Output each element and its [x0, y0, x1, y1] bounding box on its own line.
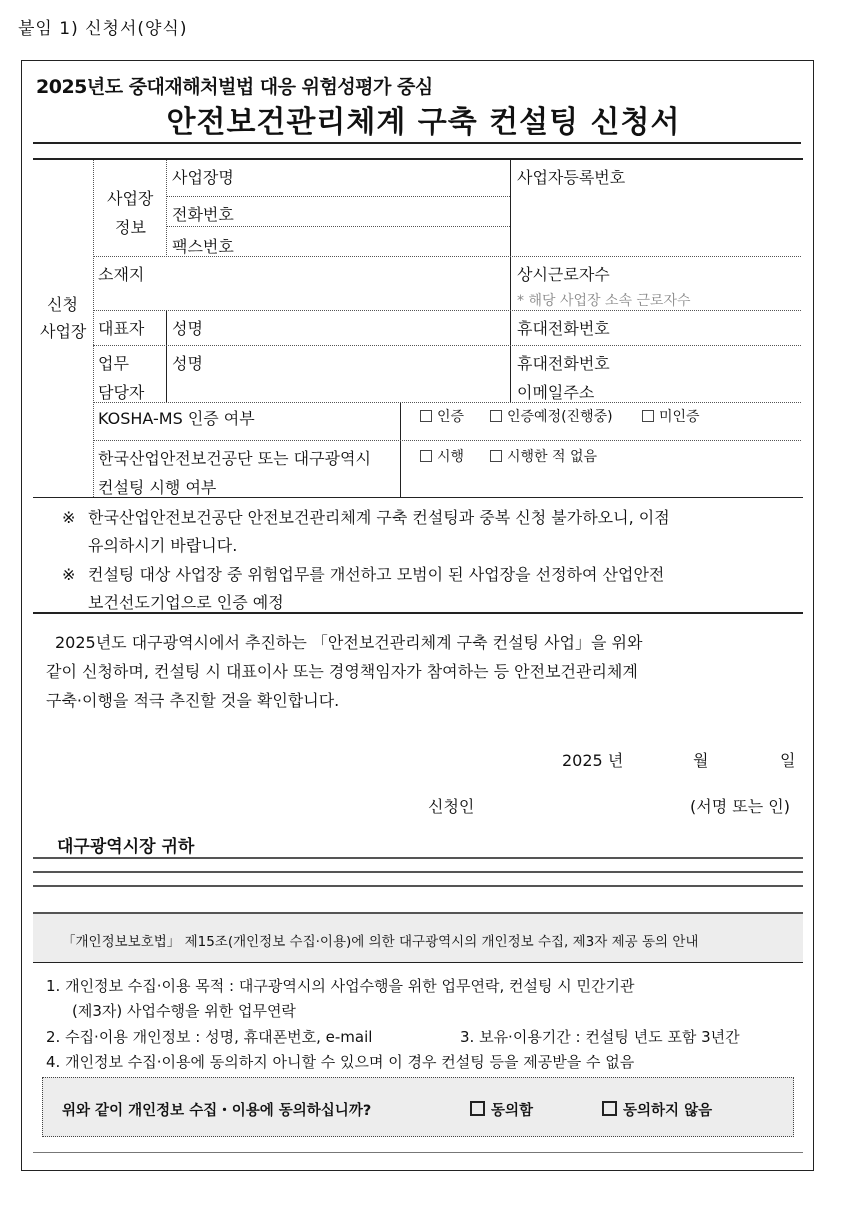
option-label: 시행	[437, 449, 465, 465]
ceo-name-label: 성명	[172, 319, 203, 338]
fax-label: 팩스번호	[172, 237, 234, 256]
date-year	[562, 748, 623, 771]
option-label: 인증	[437, 409, 465, 425]
confirmation-line: 구축·이행을 적극 추진할 것을 확인합니다.	[46, 691, 340, 710]
checkbox-icon	[642, 410, 654, 422]
date-month: 월	[693, 751, 709, 770]
table-top-border	[33, 158, 803, 160]
checkbox-icon	[602, 1101, 617, 1116]
divider	[33, 885, 803, 887]
attachment-label: 붙임 1) 신청서(양식)	[18, 19, 188, 39]
signature-note: (서명 또는 인)	[690, 797, 790, 816]
privacy-heading-border	[33, 962, 803, 963]
col-divider-name	[166, 310, 167, 402]
privacy-item: (제3자) 사업수행을 위한 업무연락	[72, 1002, 296, 1020]
manager-name-label: 성명	[172, 354, 203, 373]
note-line: 한국산업안전보건공단 안전보건관리체계 구축 컨설팅과 중복 신청 불가하오니, 이점	[88, 508, 670, 527]
consult-question: 컨설팅 시행 여부	[98, 478, 217, 497]
consult-option-never[interactable]	[490, 446, 597, 466]
note-mark: ※	[62, 508, 76, 527]
checkbox-icon	[490, 410, 502, 422]
business-reg-label: 사업자등록번호	[517, 168, 626, 187]
form-title: 안전보건관리체계 구축 컨설팅 신청서	[166, 105, 681, 140]
note-mark: ※	[62, 565, 76, 584]
kosha-option-certified[interactable]	[420, 406, 464, 426]
col-divider-options	[400, 402, 401, 497]
divider	[33, 857, 803, 859]
consult-option-done[interactable]	[420, 446, 464, 466]
row-line	[166, 226, 510, 227]
privacy-bottom-border	[33, 1152, 803, 1153]
applicant-signature-label: 신청인	[428, 797, 475, 816]
kosha-option-none[interactable]	[642, 406, 700, 426]
row-line	[93, 345, 801, 346]
row-line	[93, 402, 801, 403]
workers-hint: * 해당 사업장 소속 근로자수	[517, 293, 691, 309]
applicant-label: 사업장	[40, 322, 87, 341]
address-label: 소재지	[98, 265, 145, 284]
kosha-option-pending[interactable]	[490, 406, 613, 426]
manager-label: 담당자	[98, 383, 145, 402]
option-label: 동의함	[491, 1103, 534, 1119]
col-divider-site	[166, 160, 167, 255]
option-label: 인증예정(진행중)	[507, 409, 613, 425]
manager-label: 업무	[98, 354, 129, 373]
privacy-item: 1. 개인정보 수집·이용 목적 : 대구광역시의 사업수행을 위한 업무연락, 컨설팅 시 민간기관	[46, 977, 635, 995]
col-divider-right	[510, 160, 511, 402]
form-subtitle: 2025년도 중대재해처벌법 대응 위험성평가 중심	[36, 76, 433, 98]
notes-bottom-border	[33, 612, 803, 614]
ceo-label: 대표자	[98, 319, 145, 338]
divider	[33, 871, 803, 873]
addressee: 대구광역시장 귀하	[57, 837, 195, 857]
kosha-question: KOSHA-MS 인증 여부	[98, 409, 255, 428]
consent-disagree-option[interactable]	[602, 1099, 712, 1120]
date-day: 일	[780, 751, 796, 770]
row-line	[93, 310, 801, 311]
privacy-item: 4. 개인정보 수집·이용에 동의하지 아니할 수 있으며 이 경우 컨설팅 등을 제공받을 수 없음	[46, 1053, 635, 1071]
consent-agree-option[interactable]	[470, 1099, 533, 1120]
year-value: 2025	[562, 751, 603, 770]
checkbox-icon	[490, 450, 502, 462]
email-label: 이메일주소	[517, 383, 595, 402]
privacy-item: 2. 수집·이용 개인정보 : 성명, 휴대폰번호, e-mail	[46, 1028, 373, 1046]
note-line: 컨설팅 대상 사업장 중 위험업무를 개선하고 모범이 된 사업장을 선정하여 산업안전	[88, 565, 665, 584]
row-line	[93, 440, 801, 441]
col-divider-left	[93, 160, 94, 497]
site-info-label: 사업장	[107, 189, 154, 208]
privacy-item: 3. 보유·이용기간 : 컨설팅 년도 포함 3년간	[460, 1028, 740, 1046]
row-line	[166, 196, 510, 197]
checkbox-icon	[420, 410, 432, 422]
option-label: 동의하지 않음	[623, 1103, 713, 1119]
note-line: 유의하시기 바랍니다.	[88, 536, 238, 555]
confirmation-line: 같이 신청하며, 컨설팅 시 대표이사 또는 경영책임자가 참여하는 등 안전보건관리체계	[46, 662, 638, 681]
checkbox-icon	[470, 1101, 485, 1116]
option-label: 미인증	[659, 409, 700, 425]
year-unit: 년	[607, 751, 624, 770]
business-name-label: 사업장명	[172, 168, 234, 187]
note-line: 보건선도기업으로 인증 예정	[88, 593, 284, 612]
workers-label: 상시근로자수	[517, 265, 610, 284]
applicant-label: 신청	[47, 295, 78, 314]
privacy-heading: 「개인정보보호법」 제15조(개인정보 수집·이용)에 의한 대구광역시의 개인정보 수집, 제3자 제공 동의 안내	[62, 934, 699, 950]
confirmation-line: 2025년도 대구광역시에서 추진하는 「안전보건관리체계 구축 컨설팅 사업」을 위와	[55, 633, 643, 652]
checkbox-icon	[420, 450, 432, 462]
consent-question: 위와 같이 개인정보 수집・이용에 동의하십니까?	[62, 1103, 372, 1119]
consult-question: 한국산업안전보건공단 또는 대구광역시	[98, 449, 371, 468]
phone-label: 전화번호	[172, 205, 234, 224]
manager-mobile-label: 휴대전화번호	[517, 354, 610, 373]
option-label: 시행한 적 없음	[507, 449, 598, 465]
ceo-mobile-label: 휴대전화번호	[517, 319, 610, 338]
title-underline	[33, 142, 801, 144]
site-info-label: 정보	[115, 218, 146, 237]
